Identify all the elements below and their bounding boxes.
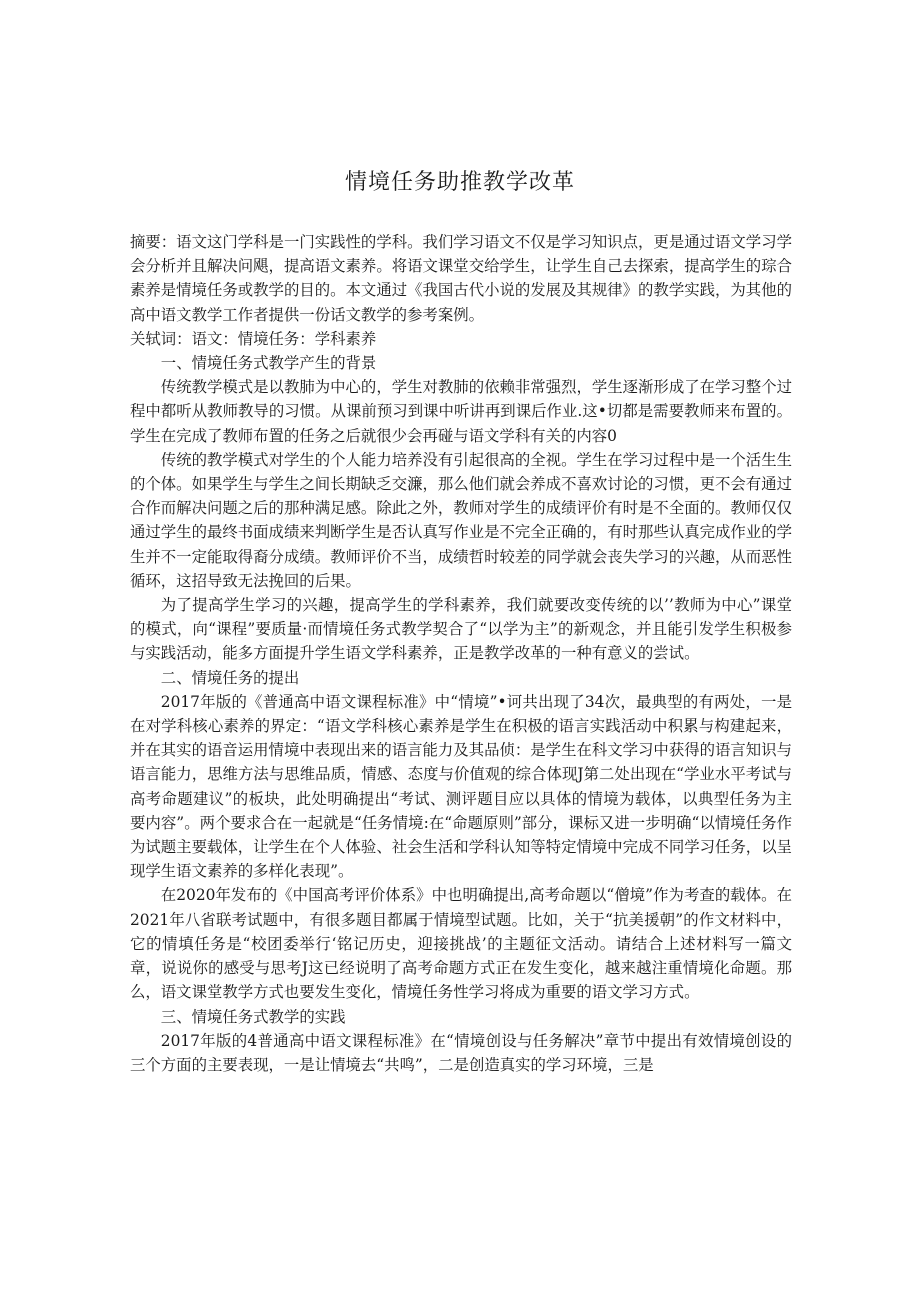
body-paragraph: 传统的教学模式对学生的个人能力培养没有引起很高的全视。学生在学习过程中是一个活生生的个体。如果学生与学生之间长期缺乏交濂，那么他们就会养成不喜欢讨论的习惯，更不会有通过合作而解决问题之后的那种满足感。除此之外，教师对学生的成绩评价有时是不全面的。教师仅仅通过学生的最终书面成绩来判断学生是否认真写作业是不完全正确的，有时那些认真完成作业的学生并不一定能取得裔分成绩。教师评价不当，成绩哲时较差的同学就会丧失学习的兴趣，从而恶性循环，这招导致无法挽回的后果。 xyxy=(130,450,792,590)
section-heading: 三、情境任务式教学的实践 xyxy=(160,1007,346,1026)
keywords-line: 关轼词：语文：情境任务：学科素养 xyxy=(130,329,377,348)
document-title: 情境任务助推教学改革 xyxy=(344,170,575,195)
body-paragraph: 为了提高学生学习的兴趣，提高学生的学科素养，我们就要改变传统的以’’教师为中心”课堂的模式，向“课程”要质量·而情境任务式教学契合了“以学为主”的新观念，并且能引发学生积极参与实践活动，能多方面提升学生语文学科素养，正是教学改革的一种有意义的尝试。 xyxy=(130,596,792,663)
section-heading: 二、情境任务的提出 xyxy=(160,668,300,687)
body-paragraph: 传统教学模式是以教肺为中心的，学生对教肺的依赖非常强烈，学生逐渐形成了在学习整个过程中都听从教师教导的习惯。从课前预习到课中听讲再到课后作业.这•切都是需要教师来布置的。学生在完成了教师布置的任务之后就很少会再碰与语文学科有关的内容0 xyxy=(130,378,792,445)
body-paragraph: 2017年版的4普通高中语文课程标准》在“情境创设与任务解决”章节中提出有效情境创设的三个方面的主要表现，一是让情境去“共鸣”，二是创造真实的学习环境，三是 xyxy=(130,1031,792,1074)
body-paragraph: 在2020年发布的《中国高考评价体系》中也明确提出,高考命题以“僧境”作为考查的载体。在2021年八省联考试题中，有很多题目都属于情境型试题。比如，关于“抗美援朝”的作文材料中，它的情填任务是“校团委举行‘铭记历史，迎接挑战’的主题征文活动。请结合上述材料写一篇文章，说说你的感受与思考J这已经说明了高考命题方式正在发生变化，越来越注重情境化命题。那么，语文课堂教学方式也要发生变化，情境任务性学习将成为重要的语文学习方式。 xyxy=(130,886,792,1002)
section-heading: 一、情境任务式教学产生的背景 xyxy=(160,354,377,373)
body-paragraph: 2017年版的《普通高中语文课程标准》中“情境”•诃共出现了34次，最典型的有两处，一是在对学科核心素养的界定：“语文学科核心素养是学生在积极的语言实践活动中积累与构建起来，并在其实的语音运用情境中表现出来的语言能力及其品侦：是学生在科文学习中获得的语言知识与语言能力，思维方法与思维品质，情感、态度与价值观的综合体现J第二处出现在“学业水平考试与高考命题建议”的板块，此处明确提出“考试、测评题目应以具体的情境为载体，以典型任务为主要内容”。两个要求合在一起就是“任务情境:在“命题原则”部分，课标又进一步明确“以情境任务作为试题主要载体，让学生在个人体验、社会生活和学科认知等特定情境中完成不同学习任务，以呈现学生语文素养的多样化表现”。 xyxy=(130,692,792,881)
document-body xyxy=(130,230,792,1077)
abstract-paragraph: 摘要：语文这门学科是一门实践性的学科。我们学习语文不仅是学习知识点，更是通过语文学习学会分析并且解决问飓，提高语文素养。将语文课堂交给学生，让学生自己去探索，提高学生的琮合素养是情境任务或教学的目的。本文通过《我国古代小说的发展及其规律》的教学实践，为其他的高中语文教学工作者提供一份话文教学的参考案例。 xyxy=(130,233,792,324)
